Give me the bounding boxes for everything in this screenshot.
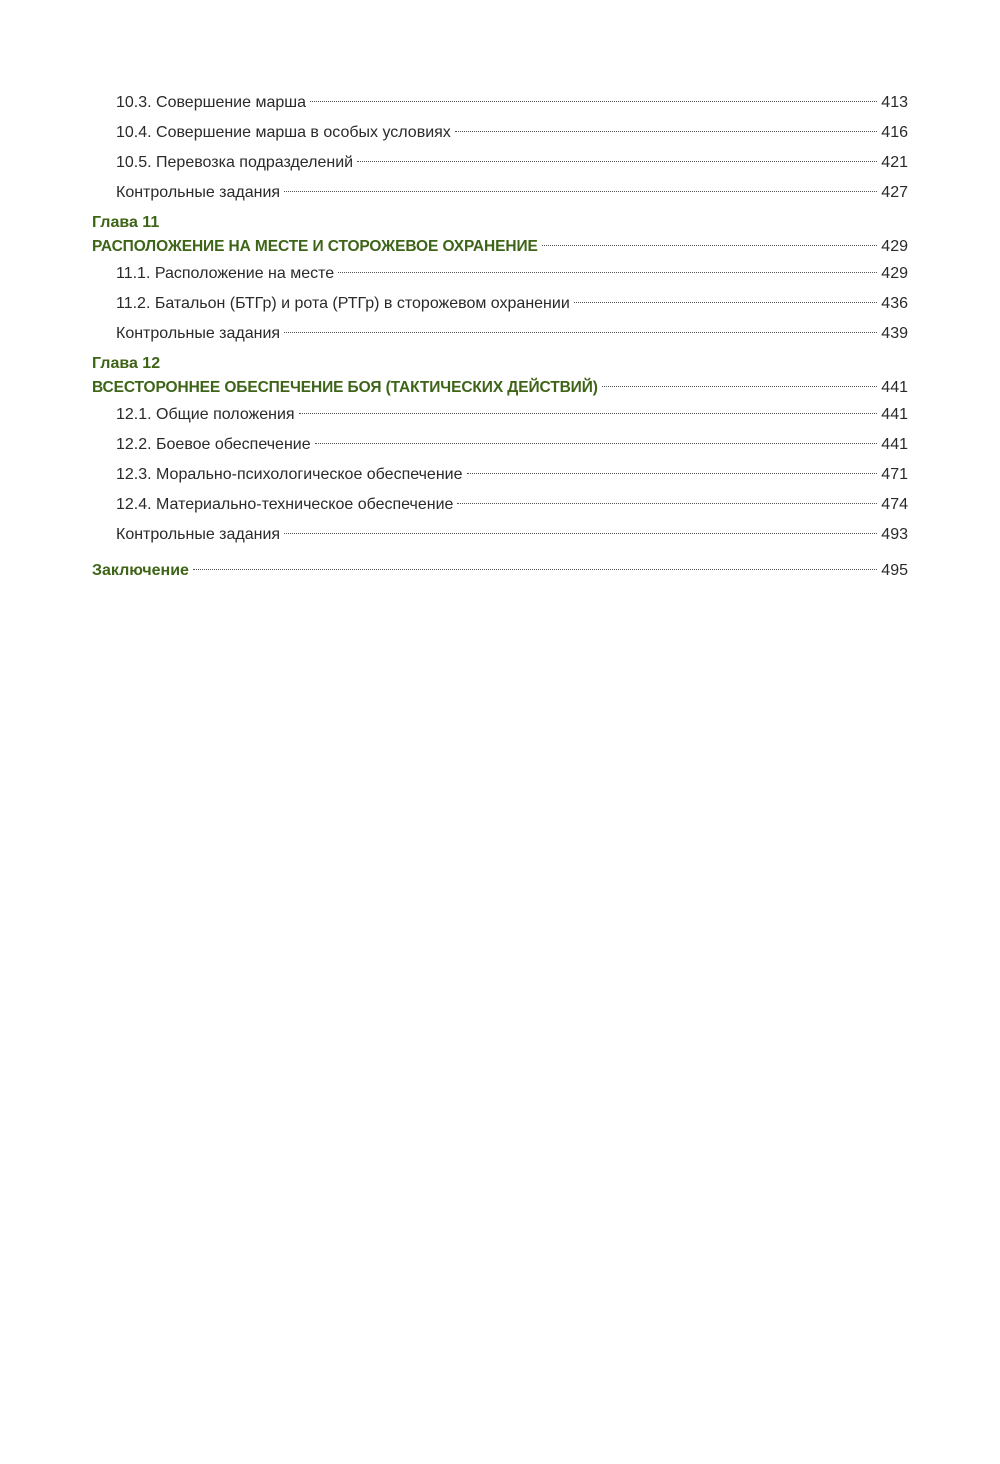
toc-entry-title: 12.1. Общие положения bbox=[116, 406, 295, 423]
chapter-title: РАСПОЛОЖЕНИЕ НА МЕСТЕ И СТОРОЖЕВОЕ ОХРАНЕНИЕ bbox=[92, 238, 538, 255]
table-of-contents bbox=[92, 88, 908, 586]
toc-entry-page: 427 bbox=[881, 184, 908, 201]
conclusion-page: 495 bbox=[881, 562, 908, 579]
toc-entry-title: Контрольные задания bbox=[116, 325, 281, 342]
dot-leader bbox=[574, 302, 878, 303]
toc-entry-title: 11.2. Батальон (БТГр) и рота (РТГр) в сторожевом охранении bbox=[116, 295, 570, 312]
toc-entry-title: 12.4. Материально-техническое обеспечение bbox=[116, 496, 454, 513]
dot-leader bbox=[542, 245, 878, 246]
toc-entry-page: 474 bbox=[881, 496, 908, 513]
toc-entry-page: 413 bbox=[881, 94, 908, 111]
toc-entry-page: 439 bbox=[881, 325, 908, 342]
dot-leader bbox=[602, 386, 877, 387]
dot-leader bbox=[338, 272, 877, 273]
dot-leader bbox=[467, 473, 878, 474]
toc-entry-page: 441 bbox=[881, 436, 908, 453]
toc-entry[interactable] bbox=[92, 289, 908, 319]
chapter-page: 429 bbox=[881, 238, 908, 255]
toc-entry[interactable] bbox=[92, 400, 908, 430]
dot-leader bbox=[299, 413, 878, 414]
chapter-entry[interactable] bbox=[92, 376, 908, 400]
toc-entry[interactable] bbox=[92, 88, 908, 118]
toc-entry-page: 436 bbox=[881, 295, 908, 312]
toc-entry[interactable] bbox=[92, 490, 908, 520]
dot-leader bbox=[284, 332, 877, 333]
toc-entry[interactable] bbox=[92, 460, 908, 490]
chapter-title: ВСЕСТОРОННЕЕ ОБЕСПЕЧЕНИЕ БОЯ (ТАКТИЧЕСКИХ ДЕЙСТВИЙ) bbox=[92, 379, 598, 396]
toc-entry[interactable] bbox=[92, 148, 908, 178]
toc-entry-page: 493 bbox=[881, 526, 908, 543]
dot-leader bbox=[457, 503, 877, 504]
toc-entry[interactable] bbox=[92, 520, 908, 550]
chapter-entry[interactable] bbox=[92, 235, 908, 259]
toc-entry[interactable] bbox=[92, 178, 908, 208]
dot-leader bbox=[315, 443, 878, 444]
conclusion-title: Заключение bbox=[92, 562, 189, 579]
dot-leader bbox=[357, 161, 877, 162]
chapter-label: Глава 12 bbox=[92, 355, 161, 372]
dot-leader bbox=[284, 191, 877, 192]
dot-leader bbox=[310, 101, 877, 102]
conclusion-entry[interactable] bbox=[92, 556, 908, 586]
toc-entry-page: 416 bbox=[881, 124, 908, 141]
toc-entry-title: Контрольные задания bbox=[116, 526, 281, 543]
dot-leader bbox=[284, 533, 877, 534]
toc-entry-page: 471 bbox=[881, 466, 908, 483]
dot-leader bbox=[193, 569, 877, 570]
toc-entry-page: 429 bbox=[881, 265, 908, 282]
toc-entry[interactable] bbox=[92, 319, 908, 349]
toc-entry-page: 441 bbox=[881, 406, 908, 423]
dot-leader bbox=[455, 131, 878, 132]
toc-entry-title: 12.2. Боевое обеспечение bbox=[116, 436, 311, 453]
chapter-page: 441 bbox=[881, 379, 908, 396]
toc-entry-title: 10.4. Совершение марша в особых условиях bbox=[116, 124, 451, 141]
toc-entry-title: 10.5. Перевозка подразделений bbox=[116, 154, 354, 171]
toc-entry[interactable] bbox=[92, 118, 908, 148]
toc-entry-title: 12.3. Морально-психологическое обеспечение bbox=[116, 466, 463, 483]
toc-entry-title: 10.3. Совершение марша bbox=[116, 94, 306, 111]
toc-entry-title: 11.1. Расположение на месте bbox=[116, 265, 335, 282]
toc-entry-title: Контрольные задания bbox=[116, 184, 281, 201]
toc-entry[interactable] bbox=[92, 259, 908, 289]
chapter-label: Глава 11 bbox=[92, 214, 160, 231]
toc-entry-page: 421 bbox=[881, 154, 908, 171]
toc-entry[interactable] bbox=[92, 430, 908, 460]
